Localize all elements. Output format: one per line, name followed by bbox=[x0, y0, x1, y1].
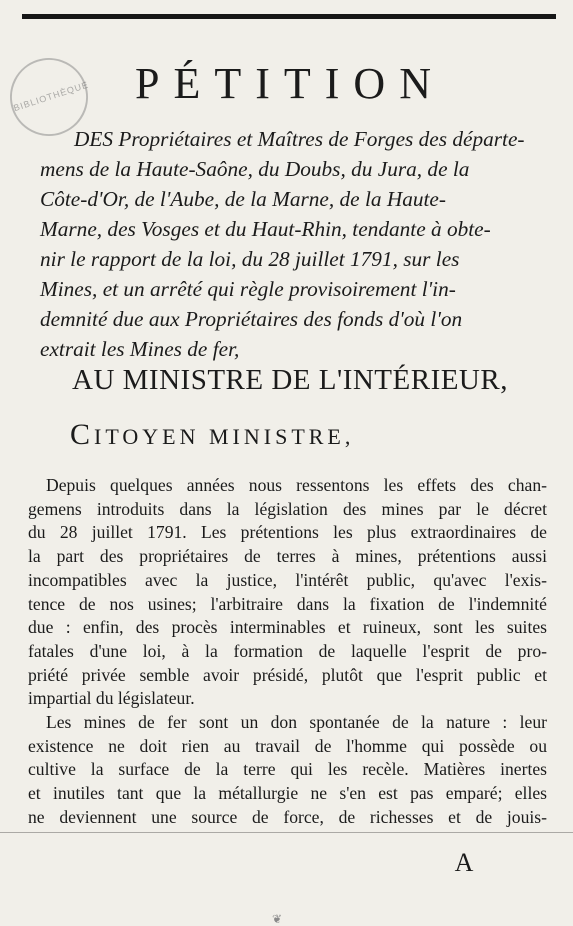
intro-line: mens de la Haute-Saône, du Doubs, du Jura, de la bbox=[40, 157, 470, 181]
intro-line: DES Propriétaires et Maîtres de Forges des départe- bbox=[74, 127, 525, 151]
body-line: du 28 juillet 1791. Les prétentions les plus extraordinaires de bbox=[28, 522, 547, 543]
body-line: Depuis quelques années nous ressentons les effets des chan- bbox=[46, 475, 547, 495]
intro-line: Marne, des Vosges et du Haut-Rhin, tendante à obte- bbox=[40, 217, 491, 241]
intro-line: nir le rapport de la loi, du 28 juillet 1791, sur les bbox=[40, 247, 460, 271]
salutation-initial: C bbox=[70, 418, 95, 451]
body-line: due : enfin, des procès interminables et ruineux, sont les suites bbox=[28, 617, 547, 638]
body-line: ne deviennent une source de force, de richesses et de jouis- bbox=[28, 806, 547, 827]
library-stamp: BIBLIOTHÈQUE bbox=[0, 48, 98, 146]
intro-line: extrait les Mines de fer, bbox=[40, 337, 240, 361]
body-line: gemens introduits dans la législation des mines par le décret bbox=[28, 498, 547, 519]
page-title: PÉTITION bbox=[135, 59, 445, 108]
body-line: la part des propriétaires de terres à mines, prétentions aussi bbox=[28, 546, 547, 567]
body-line: et inutiles tant que la métallurgie ne s'en est pas emparé; elles bbox=[28, 783, 547, 804]
salutation bbox=[70, 418, 520, 452]
body-line: tence de nos usines; l'arbitraire dans la fixation de l'indemnité bbox=[28, 593, 547, 614]
ornament-icon: ❦ bbox=[272, 912, 283, 926]
intro-line: demnité due aux Propriétaires des fonds d'où l'on bbox=[40, 307, 463, 331]
body-line: impartial du législateur. bbox=[28, 688, 195, 709]
body-line: incompatibles avec la justice, l'intérêt public, qu'avec l'exis- bbox=[28, 569, 547, 590]
body-line: fatales d'une loi, à la formation de laquelle l'esprit de pro- bbox=[28, 640, 547, 661]
intro-line: Côte-d'Or, de l'Aube, de la Marne, de la Haute- bbox=[40, 187, 446, 211]
recipient-heading: AU MINISTRE DE L'INTÉRIEUR, bbox=[72, 364, 508, 396]
top-rule bbox=[22, 14, 556, 19]
body-line: Les mines de fer sont un don spontanée de la nature : leur bbox=[46, 712, 547, 733]
body-line: priété privée semble avoir présidé, plutôt que l'esprit public et bbox=[28, 664, 547, 685]
page-fold-line bbox=[0, 832, 573, 833]
body-line: existence ne doit rien au travail de l'homme qui possède ou bbox=[28, 735, 547, 756]
body-text bbox=[28, 474, 547, 830]
signature-mark: A bbox=[454, 848, 474, 877]
salutation-rest: ITOYEN MINISTRE, bbox=[94, 424, 355, 449]
intro-line: Mines, et un arrêté qui règle provisoirement l'in- bbox=[40, 277, 456, 301]
body-line: cultive la surface de la terre qui les recèle. Matières inertes bbox=[28, 759, 547, 780]
intro-block bbox=[28, 124, 558, 364]
